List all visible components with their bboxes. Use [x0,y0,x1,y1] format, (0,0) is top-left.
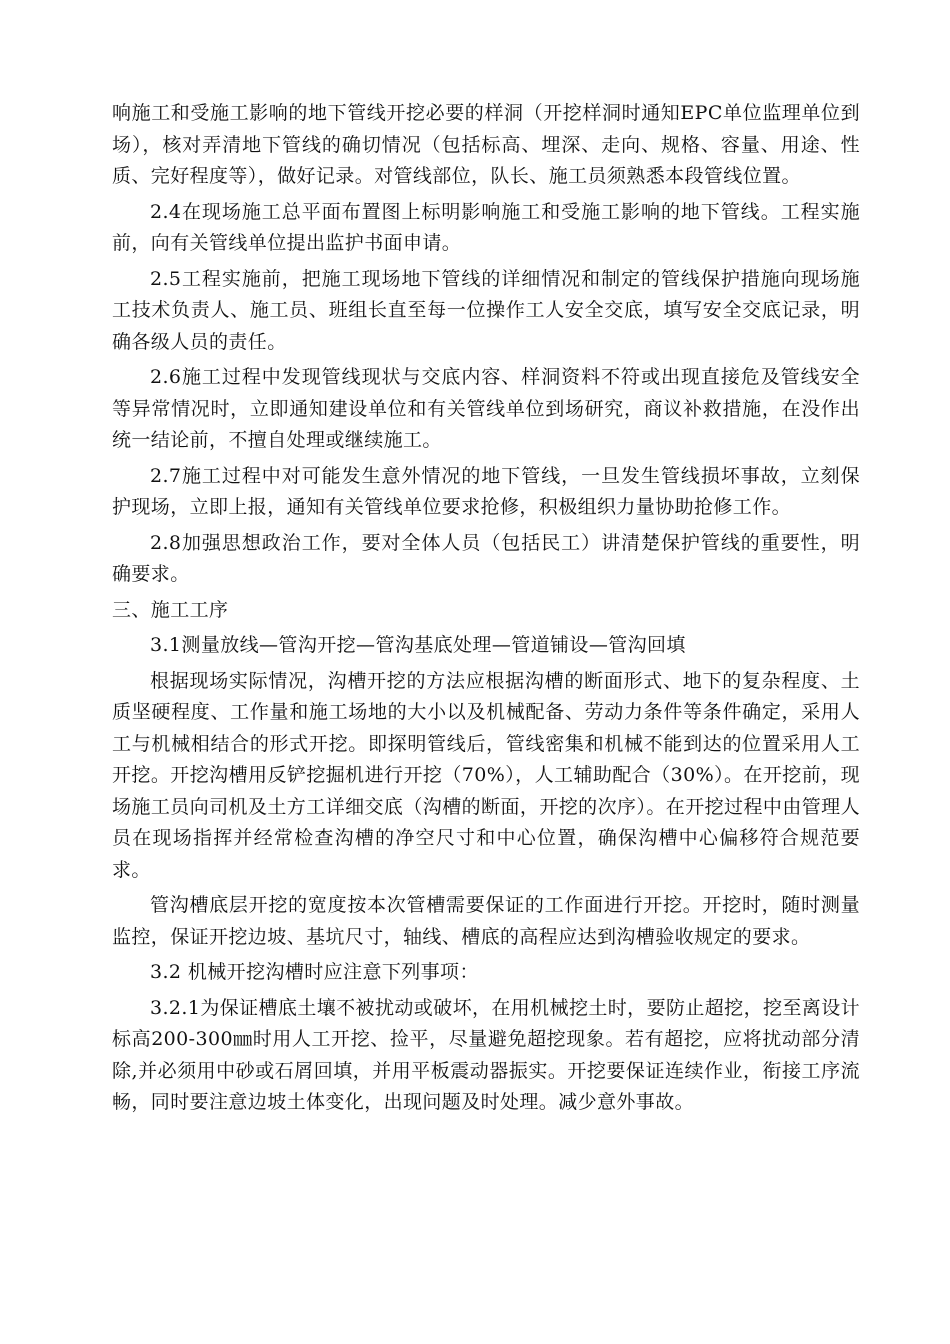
paragraph-3-1: 3.1测量放线—管沟开挖—管沟基底处理—管道铺设—管沟回填 [150,634,686,656]
paragraph-2-6: 2.6施工过程中发现管线现状与交底内容、样洞资料不符或出现直接危及管线安全等异常情况时，立即通知建设单位和有关管线单位到场研究，商议补救措施，在没作出统一结论前，不擅自处理或继续施工。 [112,366,860,451]
paragraph-2-8: 2.8加强思想政治工作，要对全体人员（包括民工）讲清楚保护管线的重要性，明确要求。 [112,531,860,585]
paragraph-3-2-1: 3.2.1为保证槽底土壤不被扰动或破坏，在用机械挖土时，要防止超挖，挖至离设计标高200-300㎜时用人工开挖、捡平，尽量避免超挖现象。若有超挖，应将扰动部分清除,并必须用中砂或石屑回填，并用平板震动器振实。开挖要保证连续作业，衔接工序流畅，同时要注意边坡土体变化，出现问题及时处理。减少意外事故。 [112,996,860,1113]
document-page [112,98,860,1123]
paragraph-2-4: 2.4在现场施工总平面布置图上标明影响施工和受施工影响的地下管线。工程实施前，向有关管线单位提出监护书面申请。 [112,200,860,254]
paragraph-2-5: 2.5工程实施前，把施工现场地下管线的详细情况和制定的管线保护措施向现场施工技术负责人、施工员、班组长直至每一位操作工人安全交底，填写安全交底记录，明确各级人员的责任。 [112,267,860,353]
paragraph-2-7: 2.7施工过程中对可能发生意外情况的地下管线，一旦发生管线损坏事故，立刻保护现场，立即上报，通知有关管线单位要求抢修，积极组织力量协助抢修工作。 [112,464,860,518]
paragraph-trench-width: 管沟槽底层开挖的宽度按本次管槽需要保证的工作面进行开挖。开挖时，随时测量监控，保证开挖边坡、基坑尺寸，轴线、槽底的高程应达到沟槽验收规定的要求。 [112,894,860,948]
section-heading-3: 三、施工工序 [112,598,229,621]
paragraph-excavation-method: 根据现场实际情况，沟槽开挖的方法应根据沟槽的断面形式、地下的复杂程度、土质坚硬程度、工作量和施工场地的大小以及机械配备、劳动力条件等条件确定，采用人工与机械相结合的形式开挖。即探明管线后，管线密集和机械不能到达的位置采用人工开挖。开挖沟槽用反铲挖掘机进行开挖（70%），人工辅助配合（30%）。在开挖前，现场施工员向司机及土方工详细交底（沟槽的断面，开挖的次序）。在开挖过程中由管理人员在现场指挥并经常检查沟槽的净空尺寸和中心位置，确保沟槽中心偏移符合规范要求。 [112,669,860,881]
paragraph-continued: 响施工和受施工影响的地下管线开挖必要的样洞（开挖样洞时通知EPC单位监理单位到场），核对弄清地下管线的确切情况（包括标高、埋深、走向、规格、容量、用途、性质、完好程度等），做好记录。对管线部位，队长、施工员须熟悉本段管线位置。 [112,102,860,187]
paragraph-3-2: 3.2 机械开挖沟槽时应注意下列事项： [150,961,479,983]
